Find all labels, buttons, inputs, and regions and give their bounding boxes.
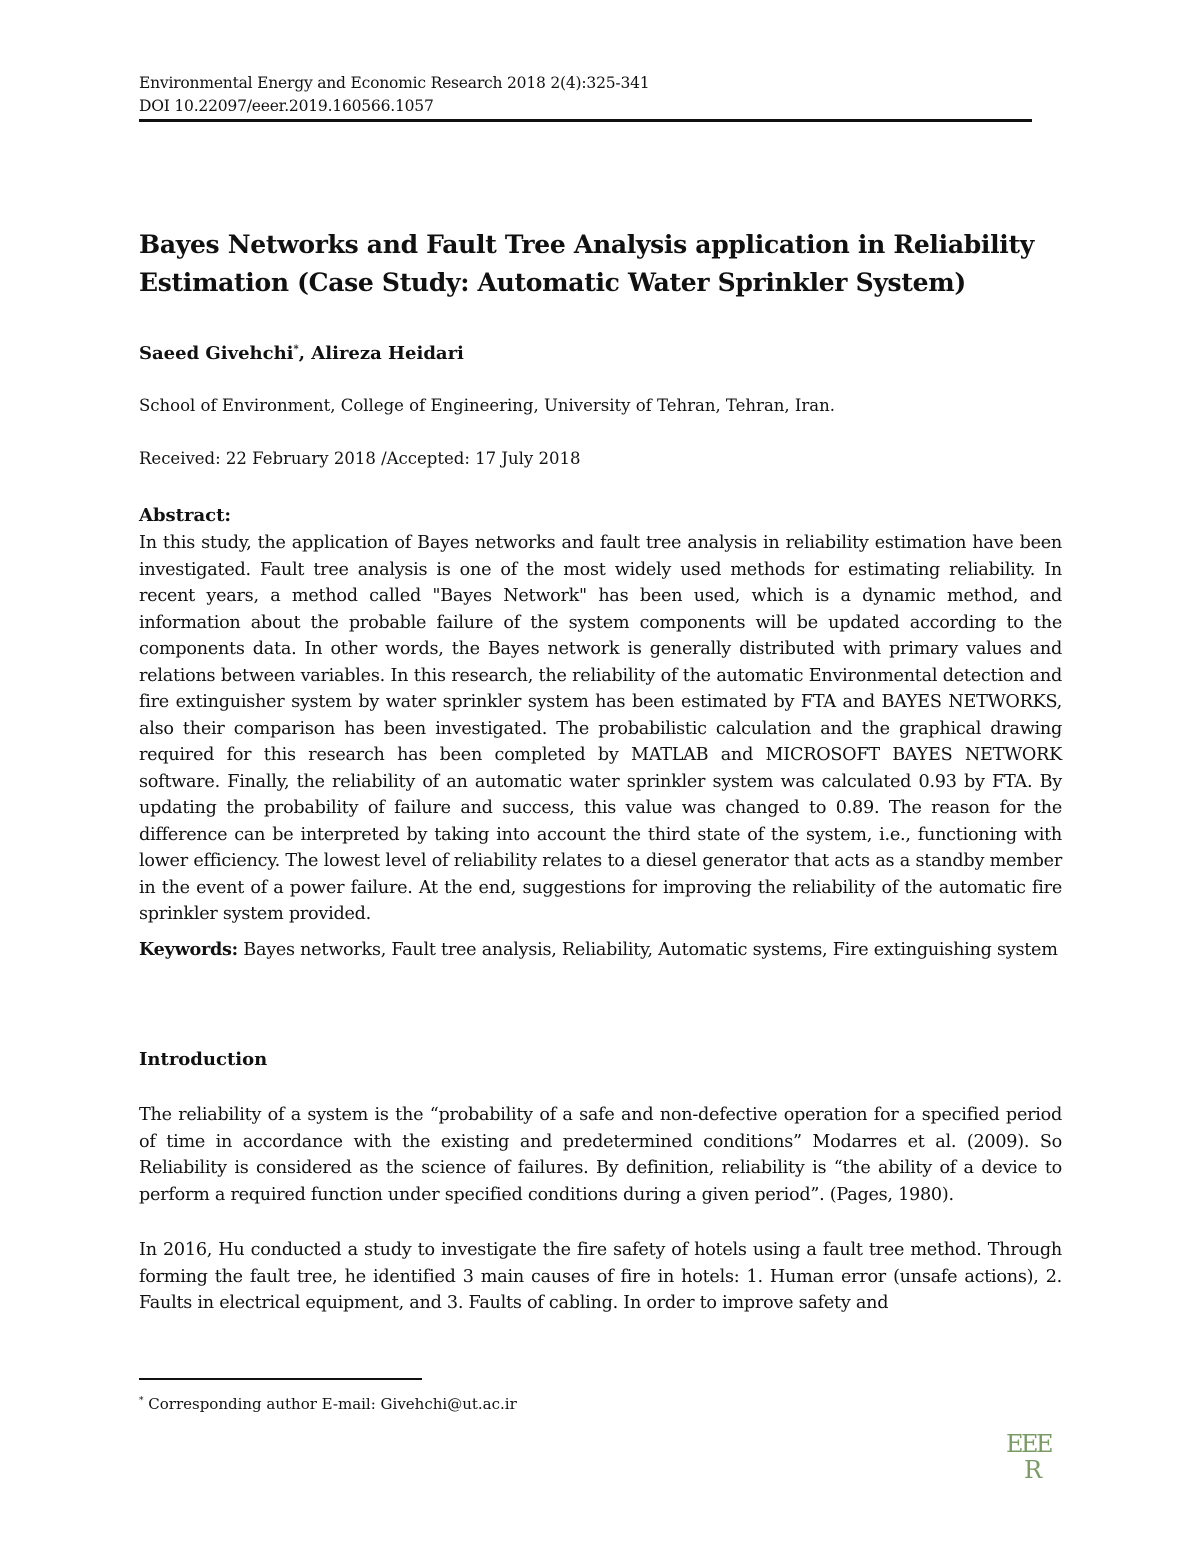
- logo-letter: E: [1036, 1430, 1054, 1458]
- header-rule: [139, 119, 1032, 122]
- author-list: [139, 337, 464, 367]
- submission-dates: Received: 22 February 2018 /Accepted: 17 July 2018: [139, 449, 581, 468]
- journal-citation: Environmental Energy and Economic Research 2018 2(4):325-341: [139, 74, 650, 92]
- keywords: [139, 937, 1062, 964]
- logo-letter: E: [1021, 1430, 1039, 1458]
- footnote-rule: [139, 1378, 422, 1380]
- paper-title: Bayes Networks and Fault Tree Analysis application in Reliability Estimation (Case Study: Automatic Water Sprinkler System): [139, 230, 1034, 297]
- logo-letter: R: [1024, 1456, 1043, 1484]
- introduction-heading: Introduction: [139, 1049, 268, 1070]
- corresponding-mark: *: [293, 344, 299, 355]
- footnote-mark: *: [139, 1396, 144, 1406]
- keywords-text: Bayes networks, Fault tree analysis, Reliability, Automatic systems, Fire extinguishing system: [237, 940, 1058, 960]
- abstract-body: In this study, the application of Bayes networks and fault tree analysis in reliability estimation have been investigated. Fault tree analysis is one of the most widely used methods for estimating reliability. In recent years, a method called "Bayes Network" has been used, which is a dynamic method, and information about the probable failure of the system components will be updated according to the components data. In other words, the Bayes network is generally distributed with primary values and relations between variables. In this research, the reliability of the automatic Environmental detection and fire extinguisher system by water sprinkler system has been estimated by FTA and BAYES NETWORKS, also their comparison has been investigated. The probabilistic calculation and the graphical drawing required for this research has been completed by MATLAB and MICROSOFT BAYES NETWORK software. Finally, the reliability of an automatic water sprinkler system was calculated 0.93 by FTA. By updating the probability of failure and success, this value was changed to 0.89. The reason for the difference can be interpreted by taking into account the third state of the system, i.e., functioning with lower efficiency. The lowest level of reliability relates to a diesel generator that acts as a standby member in the event of a power failure. At the end, suggestions for improving the reliability of the automatic fire sprinkler system provided.: [139, 533, 1062, 924]
- footnote: [139, 1390, 517, 1415]
- affiliation: School of Environment, College of Engineering, University of Tehran, Tehran, Iran.: [139, 396, 836, 415]
- doi-line: DOI 10.22097/eeer.2019.160566.1057: [139, 97, 434, 115]
- journal-logo: [1004, 1424, 1066, 1484]
- introduction-paragraph: The reliability of a system is the “probability of a safe and non-defective operation for a specified period of time in accordance with the existing and predetermined conditions” Modarres et al. (2009). So Reliability is considered as the science of failures. By definition, reliability is “the ability of a device to perform a required function under specified conditions during a given period”. (Pages, 1980).: [139, 1105, 1062, 1205]
- author-name: Alireza Heidari: [311, 343, 464, 364]
- footnote-text: Corresponding author E-mail: Givehchi@ut.ac.ir: [143, 1395, 517, 1413]
- introduction-paragraph: In 2016, Hu conducted a study to investigate the fire safety of hotels using a fault tree method. Through forming the fault tree, he identified 3 main causes of fire in hotels: 1. Human error (unsafe actions), 2. Faults in electrical equipment, and 3. Faults of cabling. In order to improve safety and: [139, 1240, 1062, 1313]
- keywords-label: Keywords:: [139, 939, 238, 960]
- author-name: Saeed Givehchi: [139, 343, 294, 364]
- abstract-heading: Abstract:: [139, 505, 232, 526]
- author-separator: ,: [298, 343, 312, 364]
- logo-letter: E: [1006, 1430, 1024, 1458]
